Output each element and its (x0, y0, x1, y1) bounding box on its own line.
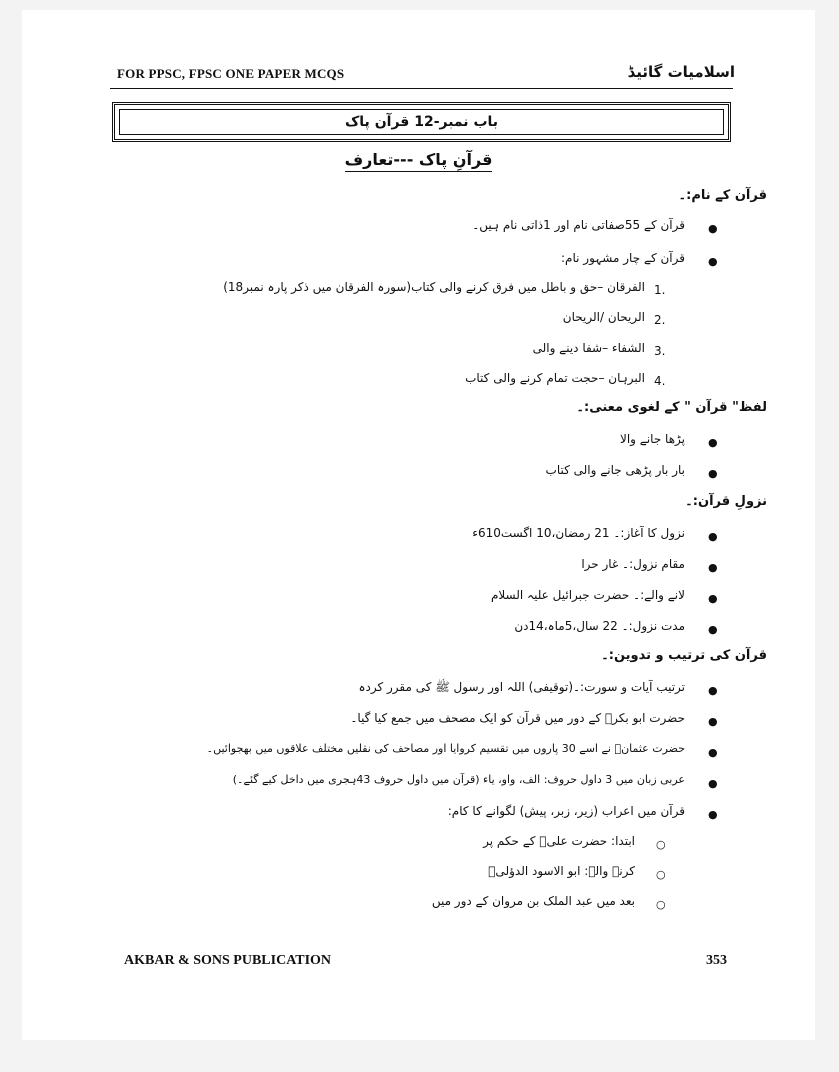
chapter-title-box (112, 102, 731, 142)
compilation-item-3: حضرت عثمانؓ نے اسے 30 پاروں میں تقسیم کروایا اور مصاحف کی نقلیں مختلف علاقوں میں بھجوائیں۔ (206, 742, 685, 755)
bullet-icon: ● (708, 222, 718, 235)
section-heading-compilation: قرآن کی ترتیب و تدوین:۔ (601, 648, 767, 663)
bullet-icon: ● (708, 777, 718, 790)
list-number: 1. (654, 283, 666, 297)
header-left-text: FOR PPSC, FPSC ONE PAPER MCQS (117, 66, 345, 81)
compilation-item-1: ترتیب آیات و سورت:۔(توقیفی) اللہ اور رسول ﷺ کی مقرر کردہ (358, 680, 685, 694)
bullet-icon: ● (708, 746, 718, 759)
footer-publisher: AKBAR & SONS PUBLICATION (124, 953, 332, 968)
names-count-item: قرآن کے 55صفاتی نام اور 1ذاتی نام ہیں۔ (472, 218, 685, 232)
circle-bullet-icon: ○ (656, 898, 666, 911)
name-al-shifa: الشفاء –شفا دینے والی (532, 341, 645, 355)
document-page (22, 10, 815, 1040)
bullet-icon: ● (708, 255, 718, 268)
compilation-item-2: حضرت ابو بکرؓ کے دور میں قرآن کو ایک مصحف میں جمع کیا گیا۔ (350, 711, 685, 725)
list-number: 3. (654, 344, 666, 358)
header-right-text: اسلامیات گائیڈ (627, 63, 735, 81)
name-al-burhan: البرہان –حجت تمام کرنے والی کتاب (465, 371, 645, 385)
famous-names-item: قرآن کے چار مشہور نام: (560, 251, 685, 265)
name-al-furqan: الفرقان –حق و باطل میں فرق کرنے والی کتاب(سورہ الفرقان میں ذکر پارہ نمبر18) (223, 280, 645, 294)
page-number: 353 (706, 953, 727, 968)
bullet-icon: ● (708, 530, 718, 543)
bullet-icon: ● (708, 684, 718, 697)
bullet-icon: ● (708, 623, 718, 636)
chapter-title: باب نمبر-12 قرآن پاک (344, 114, 499, 130)
bullet-icon: ● (708, 715, 718, 728)
bullet-icon: ● (708, 592, 718, 605)
section-title (22, 150, 815, 169)
bullet-icon: ● (708, 561, 718, 574)
diacritics-doer-item: کرنے والے: ابو الاسود الدؤلیؒ (488, 864, 635, 878)
diacritics-later-item: بعد میں عبد الملک بن مروان کے دور میں (431, 894, 635, 908)
revelation-place-item: مقام نزول:۔ غار حرا (581, 557, 685, 571)
revelation-start-item: نزول کا آغاز:۔ 21 رمضان،10 اگست610ء (472, 526, 685, 540)
section-title-text: قرآنِ پاک ---تعارف (345, 150, 493, 172)
revelation-duration-item: مدت نزول:۔ 22 سال،5ماہ،14دن (514, 619, 685, 633)
list-number: 4. (654, 374, 666, 388)
bullet-icon: ● (708, 808, 718, 821)
header-divider (110, 88, 733, 89)
bullet-icon: ● (708, 467, 718, 480)
section-heading-revelation: نزولِ قرآن:۔ (685, 494, 767, 509)
diacritics-start-item: ابتدا: حضرت علیؓ کے حکم پر (483, 834, 635, 848)
bullet-icon: ● (708, 436, 718, 449)
revelation-bringer-item: لانے والے:۔ حضرت جبرائیل علیہ السلام (490, 588, 685, 602)
name-al-rehan: الریحان /الریحان (562, 310, 645, 324)
meaning-item-2: بار بار پڑھی جانے والی کتاب (545, 463, 685, 477)
compilation-item-4: عربی زبان میں 3 داول حروف: الف، واو، یاء (قرآن میں داول حروف 43ہجری میں داخل کیے گئے۔) (232, 773, 685, 786)
compilation-item-5: قرآن میں اعراب (زیر، زبر، پیش) لگوانے کا کام: (447, 804, 685, 818)
section-heading-meaning: لفظ" قرآن " کے لغوی معنی:۔ (576, 400, 767, 415)
meaning-item-1: پڑھا جانے والا (620, 432, 685, 446)
section-heading-names: قرآن کے نام:۔ (678, 188, 767, 203)
circle-bullet-icon: ○ (656, 838, 666, 851)
circle-bullet-icon: ○ (656, 868, 666, 881)
list-number: 2. (654, 313, 666, 327)
